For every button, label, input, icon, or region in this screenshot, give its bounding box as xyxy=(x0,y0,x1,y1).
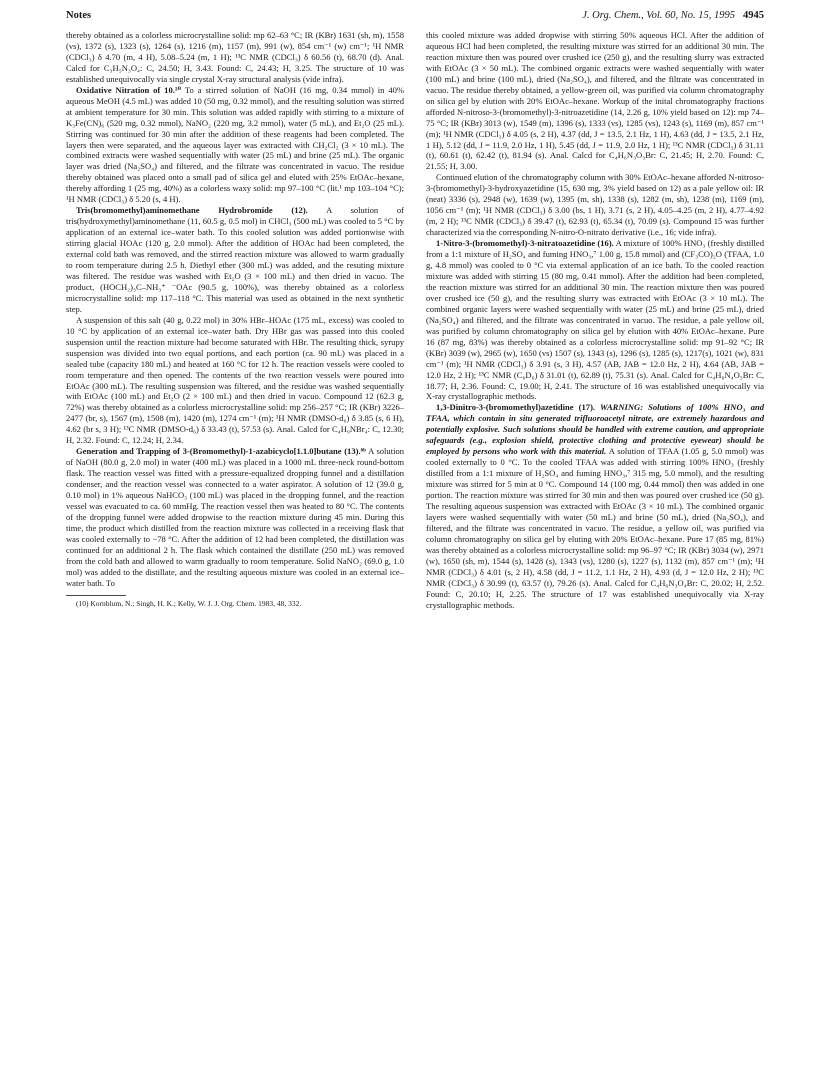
section-heading: 1,3-Dinitro-3-(bromomethyl)azetidine (17). xyxy=(436,402,596,413)
section-heading: Generation and Trapping of 3-(Bromomethyl)-1-azabicyclo[1.1.0]butane (13).⁶ᵇ xyxy=(76,446,366,457)
journal-title: J. Org. Chem., Vol. 60, No. 15, 1995 xyxy=(582,10,735,21)
paragraph-body: A mixture of 100% HNO₃ (freshly distilled from a 1:1 mixture of H₂SO₄ and fuming HNO₃,⁷ 1.00 g, 15.8 mmol) and (CF₃CO)₂O (TFAA, 1.0 g, 4.8 mmol) was cooled to 0 °C via external application of an ice bath. To the cooled reaction mixture was added with stirring 15 (80 mg, 0.41 mmol). After the addition had been completed, the reaction mixture was stirred for an additional 30 min. The reaction mixture then was poured over crushed ice (50 g), and the resulting slurry was extracted with EtOAc (3 × 10 mL). The combined organic layers were washed sequentially with water (25 mL) and brine (25 mL), dried (Na₂SO₄) and filtered, and the filtrate was concentrated in vacuo. The residue, a pale yellow oil, was purified by column chromatography on silica gel by elution with 40% EtOAc–hexane. Pure 16 (87 mg, 83%) was thereby obtained as a colorless microcrystalline solid: mp 91–92 °C; IR (KBr) 3039 (w), 2965 (w), 1650 (vs) 1507 (s), 1343 (s), 1296 (s), 1285 (s), 1217(s), 1021 (w), 831 cm⁻¹ (m); ¹H NMR (CDCl₃) δ 3.91 (s, 3 H), 4.57 (AB, JAB = 12.0 Hz, 2 H), 4.64 (AB, JAB = 12.0 Hz, 2 H); ¹³C NMR (C₆D₆) δ 31.01 (t), 62.89 (t), 75.31 (s). Anal. Calcd for C₄H₆N₄O₅Br: C, 18.77; H, 2.36. Found: C, 19.00; H, 2.41. The structure of 16 was established unequivocally via X-ray crystallographic methods. xyxy=(426,238,764,402)
paragraph-body: To a stirred solution of NaOH (16 mg, 0.34 mmol) in 40% aqueous MeOH (4.5 mL) was added 10 (50 mg, 0.32 mmol), and the resulting solution was stirred at ambient temperature for 30 min. This solution was added rapidly with stirring to a mixture of K₃Fe(CN)₆ (520 mg, 0.32 mmol), NaNO₂ (220 mg, 3.2 mmol), water (5 mL), and Et₂O (25 mL). Stirring was continued for 30 min after the addition of these reagents had been completed. The layers then were separated, and the aqueous layer was extracted with CH₂Cl₂ (3 × 10 mL). The combined extracts were washed sequentially with water (25 mL) and brine (25 mL). The organic layer was dried (Na₂SO₄) and filtered, and the filtrate was concentrated in vacuo. The residue thereby obtained was placed onto a small pad of silica gel and eluted with 25% EtOAc–hexane, thereby affording 1 (25 mg, 40%) as a colorless waxy solid: mp 97–100 °C (lit.¹ mp 103–104 °C); ¹H NMR (CDCl₃) δ 5.20 (s, 4 H). xyxy=(66,84,404,205)
paragraph: this cooled mixture was added dropwise with stirring 50% aqueous HCl. After the addition of aqueous HCl had been completed, the resulting mixture was stirred for an additional 30 min. The reaction mixture then was poured over crushed ice (250 g), and the resulting slurry was extracted with EtOAc (3 × 50 mL). The combined organic extracts were washed sequentially with water (100 mL) and brine (100 mL), dried (Na₂SO₄), and filtered, and the filtrate was concentrated in vacuo. The residue thereby obtained, a yellow-green oil, was purified via column chromatography on silica gel by elution with 20% EtOAc–hexane. Workup of the inital chromatography fractions afforded N-nitroso-3-(bromomethyl)-3-nitroazetidine (14, 2.26 g, 10% yield based on 12): mp 74–75 °C; IR (KBr) 3013 (w), 1549 (m), 1396 (s), 1333 (vs), 1285 (vs), 1243 (s), 1169 (m), 857 cm⁻¹ (m); ¹H NMR (CDCl₃) δ 4.05 (s, 2 H), 4.37 (dd, J = 13.5, 2.1 Hz, 1 H), 4.63 (dd, J = 13.5, 2.1 Hz, 1 H), 5.12 (dd, J = 11.9, 2.0 Hz, 1 H), 5.45 (dd, J = 11.9, 2.0 Hz, 1 H); ¹³C NMR (CDCl₃) δ 31.11 (t), 60.61 (t), 62.42 (t), 81.94 (s). Anal. Calcd for C₄H₆N₃O₃Br: C, 21.45; H, 2.70. Found: C, 21.55; H, 3.00. xyxy=(426,30,764,172)
paragraph-body: A solution of NaOH (80.0 g, 2.0 mol) in water (400 mL) was placed in a 1000 mL three-neck round-bottom flask. The reaction vessel was fitted with a pressure-equalized dropping funnel and a distillation condenser, and the reaction vessel was connected to a water aspirator. A solution of 12 (39.0 g, 0.10 mol) in 1% aqueous NaHCO₃ (100 mL) was placed in the dropping funnel, and the reaction vessel was evacuated to ca. 60 mmHg. The reaction vessel then was heated to 80 °C. The contents of the dropping funnel were added dropwise to the reaction mixture during 45 min. During this time, the product which distilled from the reaction mixture was collected in a receiving flask that was cooled externally to −78 °C. After the addition of 12 had been completed, the distillation was continued for an additional 2 h. The flask which contained the distillate (250 mL) was removed from the cold bath and allowed to warm gradually to room temperature. Solid NaNO₂ (69.0 g, 1.0 mol) was added to the distillate, and the resulting aqueous mixture was cooled in an external ice–water bath. To xyxy=(66,446,404,588)
paragraph-body: A solution of TFAA (1.05 g, 5.0 mmol) was cooled externally to 0 °C. To the cooled TFAA was added with stirring 100% HNO₃ (freshly distilled from a 1:1 mixture of H₂SO₄ and fuming HNO₃,⁷ 315 mg, 5.0 mmol), and the resulting mixture was stirred for 5 min at 0 °C. Compound 14 (100 mg, 0.44 mmol) then was added in one portion. The reaction mixture was stirred for 30 min and then was poured over crushed ice (50 g). The resulting aqueous suspension was extracted with EtOAc (3 × 10 mL). The combined organic layers were washed sequentially with water (50 mL) and brine (50 mL), dried (Na₂SO₄), and filtered, and the filtrate was concentrated in vacuo. The residue, a yellow oil, was purified via column chromatography on silica gel by eluting with 20% EtOAc–hexane. Pure 17 (85 mg, 81%) was thereby obtained as a colorless microcrystalline solid: mp 96–97 °C; IR (KBr) 3034 (w), 2971 (w), 1650 (sh, m), 1544 (s), 1428 (s), 1343 (vs), 1280 (s), 1227 (s), 1132 (m), 857 cm⁻¹ (m); ¹H NMR (CDCl₃) δ 4.01 (s, 2 H), 4.58 (dd, J = 11.2, 1.1 Hz, 2 H), 4.93 (d, J = 12.0 Hz, 2 H); ¹³C NMR (CDCl₃) δ 30.99 (t), 63.57 (t), 79.26 (s). Anal. Calcd for C₄H₆N₃O₄Br: C, 20.02; H, 2.52. Found: C, 20.10; H, 2.25. The structure of 17 was established unequivocally via X-ray crystallographic methods. xyxy=(426,446,764,610)
paragraph xyxy=(66,85,404,205)
warning-text: WARNING: Solutions of 100% HNO₃ and TFAA, which contain in situ generated trifluoroacetyl nitrate, are extremely hazardous and potentially explosive. Such solutions should be handled with extreme caution, and appropriate safeguards (e.g., explosion shield, protective clothing and protective eyewear) should be employed by persons who work with this material. xyxy=(426,402,764,457)
section-heading: Tris(bromomethyl)aminomethane Hydrobromide (12). xyxy=(76,205,308,216)
paragraph: Continued elution of the chromatography column with 30% EtOAc–hexane afforded N-nitroso-3-(bromomethyl)-3-hydroxyazetidine (15, 630 mg, 3% yield based on 12) as a pale yellow oil: IR (neat) 3336 (s), 2948 (w), 1639 (w), 1395 (m, sh), 1338 (s), 1282 (m, sh), 1238 (m), 1169 (m), 1056 cm⁻¹ (m); ¹H NMR (CDCl₃) δ 3.00 (bs, 1 H), 3.71 (s, 2 H), 4.05–4.25 (m, 2 H), 4.77–4.92 (m, 2 H); ¹³C NMR (CDCl₃) δ 39.47 (t), 62.93 (t), 65.34 (t), 70.09 (s). Compound 15 was further characterized via the corresponding N-nitro-O-nitrato derivative (i.e., 16; vide infra). xyxy=(426,172,764,238)
paragraph: thereby obtained as a colorless microcrystalline solid: mp 62–63 °C; IR (KBr) 1631 (sh, m), 1558 (vs), 1372 (s), 1323 (s), 1264 (s), 1216 (m), 1157 (m), 991 (w), 854 cm⁻¹ (w) cm⁻¹; ¹H NMR (CDCl₃) δ 4.70 (m, 4 H), 5.08–5.24 (m, 1 H); ¹³C NMR (CDCl₃) δ 60.56 (t), 68.70 (d). Anal. Calcd for C₃H₅N₃O₄: C, 24.50; H, 3.43. Found: C, 24.43; H, 3.25. The structure of 10 was established unequivocally via single crystal X-ray structural analysis (vide infra). xyxy=(66,30,404,84)
right-column xyxy=(426,30,764,611)
page-number: 4945 xyxy=(743,10,764,21)
section-heading: 1-Nitro-3-(bromomethyl)-3-nitratoazetidine (16). xyxy=(436,238,614,249)
section-heading: Oxidative Nitration of 10.¹⁰ xyxy=(76,84,182,95)
footnote-divider xyxy=(66,595,126,596)
paragraph-body: A solution of tris(hydroxymethyl)aminomethane (11, 60.5 g, 0.5 mol) in CHCl₃ (500 mL) was cooled to 5 °C by application of an external ice–water bath. To this cooled solution was added portionwise with stirring glacial HOAc (120 g, 2.0 mmol). After the addition of HOAc had been completed, the external cold bath was removed, and the stirred reaction mixture was allowed to warm gradually to room temperature during 2.5 h. Diethyl ether (300 mL) was added, and the resuting mixture was filtered. The residue was washed with Et₂O (3 × 100 mL) and then dried in vacuo. The product, (HOCH₂)₃C–NH₃⁺ ⁻OAc (90.5 g, 100%), was thereby obtained as a colorless microcrystalline solid: mp 117–118 °C. This material was used as obtained in the next synthetic step. xyxy=(66,205,404,314)
left-column xyxy=(66,30,404,608)
section-name: Notes xyxy=(66,10,92,21)
paragraph xyxy=(66,205,404,315)
paragraph xyxy=(426,402,764,610)
journal-citation xyxy=(582,10,764,21)
paragraph: A suspension of this salt (40 g, 0.22 mol) in 30% HBr–HOAc (175 mL, excess) was cooled to 10 °C by application of an external ice–water bath. Dry HBr gas was passed into this cooled suspension until the reaction mixture had become saturated with HBr. The resulting thick, syrupy suspension was divided into two equal portions, and each portion (ca. 90 mL) was placed in a sealed tube (capacity 180 mL) and heated at 160 °C for 12 h. The reaction vessels were cooled to room temperature and then opened. The contents of the two reaction vessels were poured into EtOAc (300 mL). The resulting suspension was filtered, and the residue was washed sequentially with EtOAc (100 mL) and Et₂O (2 × 100 mL) and then dried in vacuo. Compound 12 (62.3 g, 72%) was thereby obtained as a colorless microcrystalline solid: mp 256–257 °C; IR (KBr) 3226–2477 (br, s), 1567 (m), 1508 (m), 1420 (m), 1274 cm⁻¹ (m); ¹H NMR (DMSO-d₆) δ 3.85 (s, 6 H), 4.62 (br s, 3 H); ¹³C NMR (DMSO-d₆) δ 33.43 (t), 57.53 (s). Anal. Calcd for C₄H₉NBr₄: C, 12.30; H, 2.32. Found: C, 12.24; H, 2.34. xyxy=(66,314,404,446)
running-header xyxy=(66,10,764,26)
paragraph xyxy=(426,238,764,402)
footnote: (10) Kornblum, N.; Singh, H. K.; Kelly, W. J. J. Org. Chem. 1983, 48, 332. xyxy=(76,598,302,608)
paragraph xyxy=(66,446,404,588)
